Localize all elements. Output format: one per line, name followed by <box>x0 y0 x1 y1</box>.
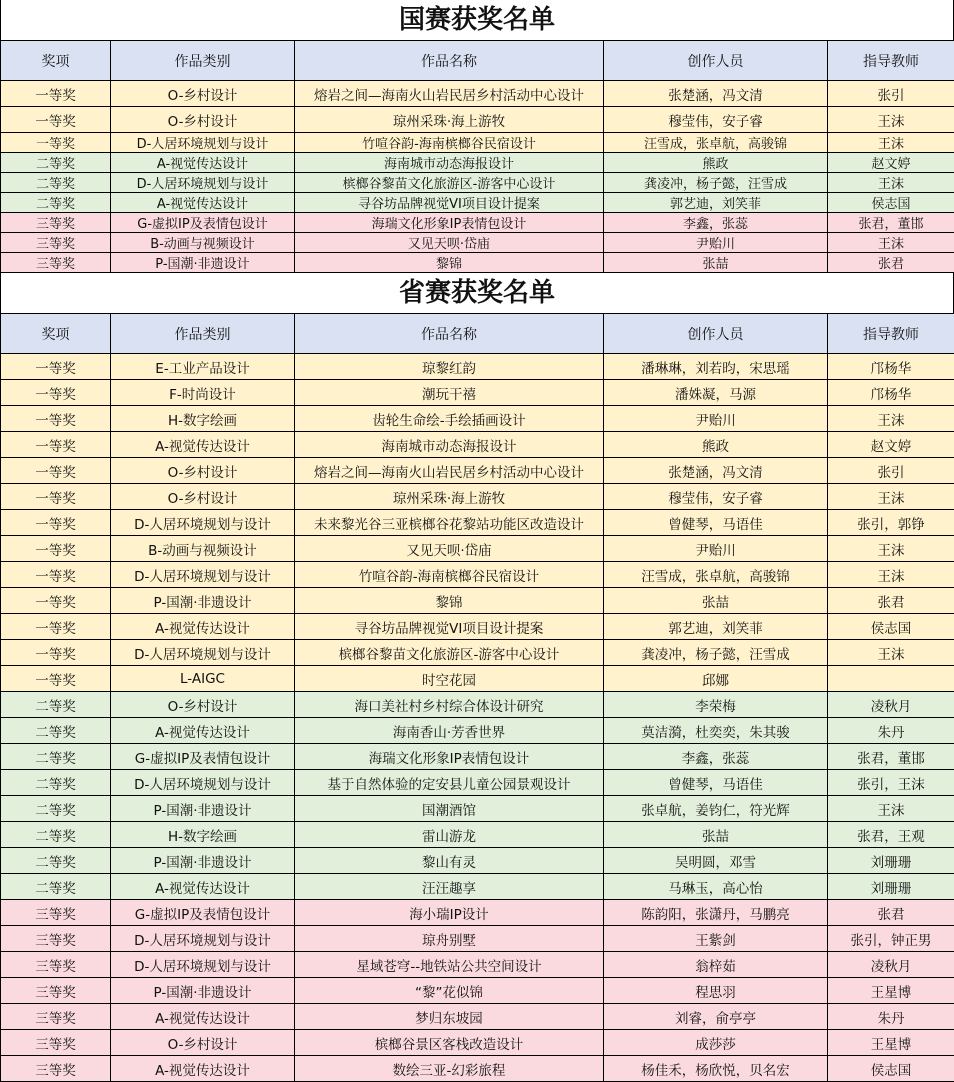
work-name-cell: 又见天呗·岱庙 <box>295 233 604 253</box>
advisor-cell: 刘珊珊 <box>828 874 954 900</box>
advisor-cell: 王沫 <box>828 133 954 153</box>
table-row <box>1 692 954 718</box>
advisor-cell: 凌秋月 <box>828 952 954 978</box>
header-advisor: 指导教师 <box>828 41 954 81</box>
award-cell: 一等奖 <box>1 354 111 380</box>
advisor-cell: 王沫 <box>828 484 954 510</box>
award-cell: 二等奖 <box>1 796 111 822</box>
table-row <box>1 354 954 380</box>
table-row <box>1 588 954 614</box>
creators-cell: 郭艺迪，刘笑菲 <box>604 193 828 213</box>
table-row <box>1 406 954 432</box>
award-cell: 一等奖 <box>1 666 111 692</box>
table-row <box>1 1030 954 1056</box>
advisor-cell: 王沫 <box>828 406 954 432</box>
creators-cell: 莫洁漪，杜奕奕，朱其骏 <box>604 718 828 744</box>
creators-cell: 穆莹伟，安子睿 <box>604 484 828 510</box>
advisor-cell: 凌秋月 <box>828 692 954 718</box>
award-cell: 三等奖 <box>1 952 111 978</box>
award-cell: 二等奖 <box>1 770 111 796</box>
header-award: 奖项 <box>1 41 111 81</box>
award-cell: 三等奖 <box>1 1056 111 1082</box>
award-cell: 一等奖 <box>1 458 111 484</box>
award-cell: 一等奖 <box>1 510 111 536</box>
award-cell: 三等奖 <box>1 926 111 952</box>
advisor-cell: 赵文婷 <box>828 153 954 173</box>
advisor-cell: 张引 <box>828 81 954 107</box>
creators-cell: 邱娜 <box>604 666 828 692</box>
creators-cell: 程思羽 <box>604 978 828 1004</box>
creators-cell: 尹贻川 <box>604 406 828 432</box>
award-cell: 三等奖 <box>1 233 111 253</box>
creators-cell: 龚凌冲，杨子懿，汪雪成 <box>604 173 828 193</box>
creators-cell: 曾健琴，马语佳 <box>604 770 828 796</box>
creators-cell: 张楚涵，冯文清 <box>604 458 828 484</box>
work-name-cell: 星域苍穹--地铁站公共空间设计 <box>295 952 604 978</box>
work-name-cell: 数绘三亚-幻彩旅程 <box>295 1056 604 1082</box>
category-cell: A-视觉传达设计 <box>111 718 295 744</box>
award-cell: 三等奖 <box>1 213 111 233</box>
category-cell: P-国潮·非遗设计 <box>111 253 295 273</box>
table-row <box>1 796 954 822</box>
category-cell: G-虚拟IP及表情包设计 <box>111 900 295 926</box>
award-cell: 二等奖 <box>1 193 111 213</box>
creators-cell: 张楚涵，冯文清 <box>604 81 828 107</box>
category-cell: H-数字绘画 <box>111 822 295 848</box>
header-creators: 创作人员 <box>604 41 828 81</box>
award-cell: 二等奖 <box>1 692 111 718</box>
award-cell: 一等奖 <box>1 484 111 510</box>
work-name-cell: 海南香山·芳香世界 <box>295 718 604 744</box>
provincial-table <box>0 313 954 1082</box>
award-cell: 一等奖 <box>1 536 111 562</box>
category-cell: L-AIGC <box>111 666 295 692</box>
work-name-cell: 基于自然体验的定安县儿童公园景观设计 <box>295 770 604 796</box>
work-name-cell: 黎锦 <box>295 253 604 273</box>
creators-cell: 汪雪成，张卓航，高骏锦 <box>604 133 828 153</box>
advisor-cell: 王星博 <box>828 978 954 1004</box>
category-cell: D-人居环境规划与设计 <box>111 133 295 153</box>
table-row <box>1 253 954 273</box>
category-cell: A-视觉传达设计 <box>111 432 295 458</box>
table-row <box>1 133 954 153</box>
category-cell: P-国潮·非遗设计 <box>111 978 295 1004</box>
award-cell: 一等奖 <box>1 107 111 133</box>
work-name-cell: 寻谷坊品牌视觉VI项目设计提案 <box>295 614 604 640</box>
advisor-cell: 侯志国 <box>828 1056 954 1082</box>
table-row <box>1 770 954 796</box>
header-category: 作品类别 <box>111 314 295 354</box>
creators-cell: 张喆 <box>604 822 828 848</box>
award-cell: 一等奖 <box>1 614 111 640</box>
advisor-cell: 王沫 <box>828 173 954 193</box>
table-row <box>1 107 954 133</box>
table-row <box>1 926 954 952</box>
category-cell: A-视觉传达设计 <box>111 874 295 900</box>
advisor-cell: 邝杨华 <box>828 380 954 406</box>
work-name-cell: 海小瑞IP设计 <box>295 900 604 926</box>
work-name-cell: 琼舟别墅 <box>295 926 604 952</box>
table-row <box>1 536 954 562</box>
advisor-cell: 王沫 <box>828 562 954 588</box>
award-cell: 二等奖 <box>1 173 111 193</box>
category-cell: A-视觉传达设计 <box>111 153 295 173</box>
work-name-cell: 竹喧谷韵-海南槟榔谷民宿设计 <box>295 562 604 588</box>
award-cell: 二等奖 <box>1 848 111 874</box>
creators-cell: 杨佳禾，杨欣悦，贝名宏 <box>604 1056 828 1082</box>
work-name-cell: 竹喧谷韵-海南槟榔谷民宿设计 <box>295 133 604 153</box>
table-row <box>1 744 954 770</box>
award-cell: 一等奖 <box>1 588 111 614</box>
header-work-name: 作品名称 <box>295 41 604 81</box>
table-row <box>1 432 954 458</box>
work-name-cell: 黎锦 <box>295 588 604 614</box>
advisor-cell: 王沫 <box>828 796 954 822</box>
category-cell: D-人居环境规划与设计 <box>111 770 295 796</box>
creators-cell: 潘琳琳，刘若昀，宋思瑶 <box>604 354 828 380</box>
table-row <box>1 510 954 536</box>
creators-cell: 成莎莎 <box>604 1030 828 1056</box>
creators-cell: 熊政 <box>604 432 828 458</box>
table-row <box>1 978 954 1004</box>
table-row <box>1 848 954 874</box>
work-name-cell: 熔岩之间—海南火山岩民居乡村活动中心设计 <box>295 458 604 484</box>
advisor-cell: 张君 <box>828 253 954 273</box>
creators-cell: 郭艺迪，刘笑菲 <box>604 614 828 640</box>
advisor-cell: 张君，董邯 <box>828 213 954 233</box>
category-cell: O-乡村设计 <box>111 107 295 133</box>
creators-cell: 张喆 <box>604 588 828 614</box>
header-award: 奖项 <box>1 314 111 354</box>
advisor-cell: 张君 <box>828 588 954 614</box>
category-cell: O-乡村设计 <box>111 484 295 510</box>
creators-cell: 曾健琴，马语佳 <box>604 510 828 536</box>
award-cell: 一等奖 <box>1 133 111 153</box>
table-row <box>1 822 954 848</box>
category-cell: G-虚拟IP及表情包设计 <box>111 213 295 233</box>
work-name-cell: 时空花园 <box>295 666 604 692</box>
award-cell: 二等奖 <box>1 718 111 744</box>
category-cell: P-国潮·非遗设计 <box>111 588 295 614</box>
work-name-cell: 齿轮生命绘-手绘插画设计 <box>295 406 604 432</box>
award-cell: 一等奖 <box>1 380 111 406</box>
category-cell: G-虚拟IP及表情包设计 <box>111 744 295 770</box>
table-row <box>1 874 954 900</box>
award-cell: 二等奖 <box>1 822 111 848</box>
creators-cell: 潘姝凝，马源 <box>604 380 828 406</box>
creators-cell: 穆莹伟，安子睿 <box>604 107 828 133</box>
work-name-cell: 潮玩干禧 <box>295 380 604 406</box>
category-cell: D-人居环境规划与设计 <box>111 926 295 952</box>
category-cell: A-视觉传达设计 <box>111 1056 295 1082</box>
award-cell: 一等奖 <box>1 432 111 458</box>
category-cell: P-国潮·非遗设计 <box>111 796 295 822</box>
creators-cell: 熊政 <box>604 153 828 173</box>
advisor-cell: 张引，钟正男 <box>828 926 954 952</box>
category-cell: A-视觉传达设计 <box>111 1004 295 1030</box>
header-row <box>1 41 954 81</box>
category-cell: P-国潮·非遗设计 <box>111 848 295 874</box>
category-cell: A-视觉传达设计 <box>111 614 295 640</box>
advisor-cell: 朱丹 <box>828 1004 954 1030</box>
award-cell: 三等奖 <box>1 900 111 926</box>
creators-cell: 马琳玉，高心怡 <box>604 874 828 900</box>
category-cell: A-视觉传达设计 <box>111 193 295 213</box>
creators-cell: 翁梓茹 <box>604 952 828 978</box>
table-row <box>1 562 954 588</box>
advisor-cell: 张君，王观 <box>828 822 954 848</box>
creators-cell: 李荣梅 <box>604 692 828 718</box>
category-cell: H-数字绘画 <box>111 406 295 432</box>
table-row <box>1 640 954 666</box>
category-cell: B-动画与视频设计 <box>111 233 295 253</box>
advisor-cell <box>828 666 954 692</box>
work-name-cell: 熔岩之间—海南火山岩民居乡村活动中心设计 <box>295 81 604 107</box>
table-row <box>1 153 954 173</box>
category-cell: F-时尚设计 <box>111 380 295 406</box>
creators-cell: 吴明圆，邓雪 <box>604 848 828 874</box>
creators-cell: 张卓航，姜钧仁，符光辉 <box>604 796 828 822</box>
table-row <box>1 952 954 978</box>
work-name-cell: 海瑞文化形象IP表情包设计 <box>295 213 604 233</box>
award-cell: 二等奖 <box>1 874 111 900</box>
work-name-cell: 又见天呗·岱庙 <box>295 536 604 562</box>
table-row <box>1 81 954 107</box>
award-cell: 一等奖 <box>1 562 111 588</box>
creators-cell: 尹贻川 <box>604 233 828 253</box>
creators-cell: 尹贻川 <box>604 536 828 562</box>
award-cell: 三等奖 <box>1 253 111 273</box>
award-cell: 三等奖 <box>1 978 111 1004</box>
work-name-cell: 海南城市动态海报设计 <box>295 432 604 458</box>
category-cell: D-人居环境规划与设计 <box>111 640 295 666</box>
advisor-cell: 邝杨华 <box>828 354 954 380</box>
advisor-cell: 王星博 <box>828 1030 954 1056</box>
creators-cell: 陈韵阳，张潇丹，马鹏亮 <box>604 900 828 926</box>
table-row <box>1 173 954 193</box>
work-name-cell: 琼州采珠·海上游牧 <box>295 107 604 133</box>
advisor-cell: 张引，王沫 <box>828 770 954 796</box>
advisor-cell: 王沫 <box>828 107 954 133</box>
category-cell: O-乡村设计 <box>111 1030 295 1056</box>
advisor-cell: 侯志国 <box>828 193 954 213</box>
table-row <box>1 484 954 510</box>
award-cell: 二等奖 <box>1 153 111 173</box>
table-row <box>1 380 954 406</box>
work-name-cell: 槟榔谷黎苗文化旅游区-游客中心设计 <box>295 173 604 193</box>
work-name-cell: 海口美社村乡村综合体设计研究 <box>295 692 604 718</box>
advisor-cell: 王沫 <box>828 536 954 562</box>
category-cell: D-人居环境规划与设计 <box>111 510 295 536</box>
provincial-section <box>0 273 954 1082</box>
work-name-cell: 雷山游龙 <box>295 822 604 848</box>
award-cell: 三等奖 <box>1 1004 111 1030</box>
work-name-cell: 汪汪趣享 <box>295 874 604 900</box>
category-cell: B-动画与视频设计 <box>111 536 295 562</box>
header-row <box>1 314 954 354</box>
work-name-cell: 海南城市动态海报设计 <box>295 153 604 173</box>
category-cell: O-乡村设计 <box>111 458 295 484</box>
advisor-cell: 侯志国 <box>828 614 954 640</box>
award-cell: 一等奖 <box>1 406 111 432</box>
work-name-cell: 未来黎光谷三亚槟榔谷花黎站功能区改造设计 <box>295 510 604 536</box>
table-row <box>1 233 954 253</box>
table-row <box>1 614 954 640</box>
advisor-cell: 刘珊珊 <box>828 848 954 874</box>
national-table <box>0 40 954 273</box>
work-name-cell: “黎”花似锦 <box>295 978 604 1004</box>
work-name-cell: 寻谷坊品牌视觉VI项目设计提案 <box>295 193 604 213</box>
work-name-cell: 槟榔谷景区客栈改造设计 <box>295 1030 604 1056</box>
creators-cell: 李鑫，张蕊 <box>604 213 828 233</box>
advisor-cell: 张君 <box>828 900 954 926</box>
advisor-cell: 张引 <box>828 458 954 484</box>
work-name-cell: 琼州采珠·海上游牧 <box>295 484 604 510</box>
award-cell: 三等奖 <box>1 1030 111 1056</box>
award-cell: 一等奖 <box>1 81 111 107</box>
table-row <box>1 900 954 926</box>
creators-cell: 张喆 <box>604 253 828 273</box>
award-cell: 二等奖 <box>1 744 111 770</box>
advisor-cell: 张引，郭铮 <box>828 510 954 536</box>
advisor-cell: 张君，董邯 <box>828 744 954 770</box>
national-section <box>0 0 954 273</box>
table-row <box>1 213 954 233</box>
category-cell: O-乡村设计 <box>111 81 295 107</box>
work-name-cell: 琼黎红韵 <box>295 354 604 380</box>
provincial-title: 省赛获奖名单 <box>0 273 954 313</box>
advisor-cell: 王沫 <box>828 233 954 253</box>
header-work-name: 作品名称 <box>295 314 604 354</box>
advisor-cell: 赵文婷 <box>828 432 954 458</box>
work-name-cell: 国潮酒馆 <box>295 796 604 822</box>
work-name-cell: 黎山有灵 <box>295 848 604 874</box>
work-name-cell: 海瑞文化形象IP表情包设计 <box>295 744 604 770</box>
table-row <box>1 1004 954 1030</box>
award-cell: 一等奖 <box>1 640 111 666</box>
category-cell: D-人居环境规划与设计 <box>111 562 295 588</box>
creators-cell: 龚凌冲，杨子懿，汪雪成 <box>604 640 828 666</box>
table-row <box>1 1056 954 1082</box>
creators-cell: 王紫剑 <box>604 926 828 952</box>
creators-cell: 李鑫，张蕊 <box>604 744 828 770</box>
work-name-cell: 梦归东坡园 <box>295 1004 604 1030</box>
table-row <box>1 718 954 744</box>
national-title: 国赛获奖名单 <box>0 0 954 40</box>
category-cell: O-乡村设计 <box>111 692 295 718</box>
table-row <box>1 193 954 213</box>
header-advisor: 指导教师 <box>828 314 954 354</box>
header-creators: 创作人员 <box>604 314 828 354</box>
work-name-cell: 槟榔谷黎苗文化旅游区-游客中心设计 <box>295 640 604 666</box>
table-row <box>1 666 954 692</box>
advisor-cell: 朱丹 <box>828 718 954 744</box>
advisor-cell: 王沫 <box>828 640 954 666</box>
creators-cell: 刘睿，俞亭亭 <box>604 1004 828 1030</box>
creators-cell: 汪雪成，张卓航，高骏锦 <box>604 562 828 588</box>
category-cell: D-人居环境规划与设计 <box>111 952 295 978</box>
header-category: 作品类别 <box>111 41 295 81</box>
table-row <box>1 458 954 484</box>
category-cell: E-工业产品设计 <box>111 354 295 380</box>
category-cell: D-人居环境规划与设计 <box>111 173 295 193</box>
